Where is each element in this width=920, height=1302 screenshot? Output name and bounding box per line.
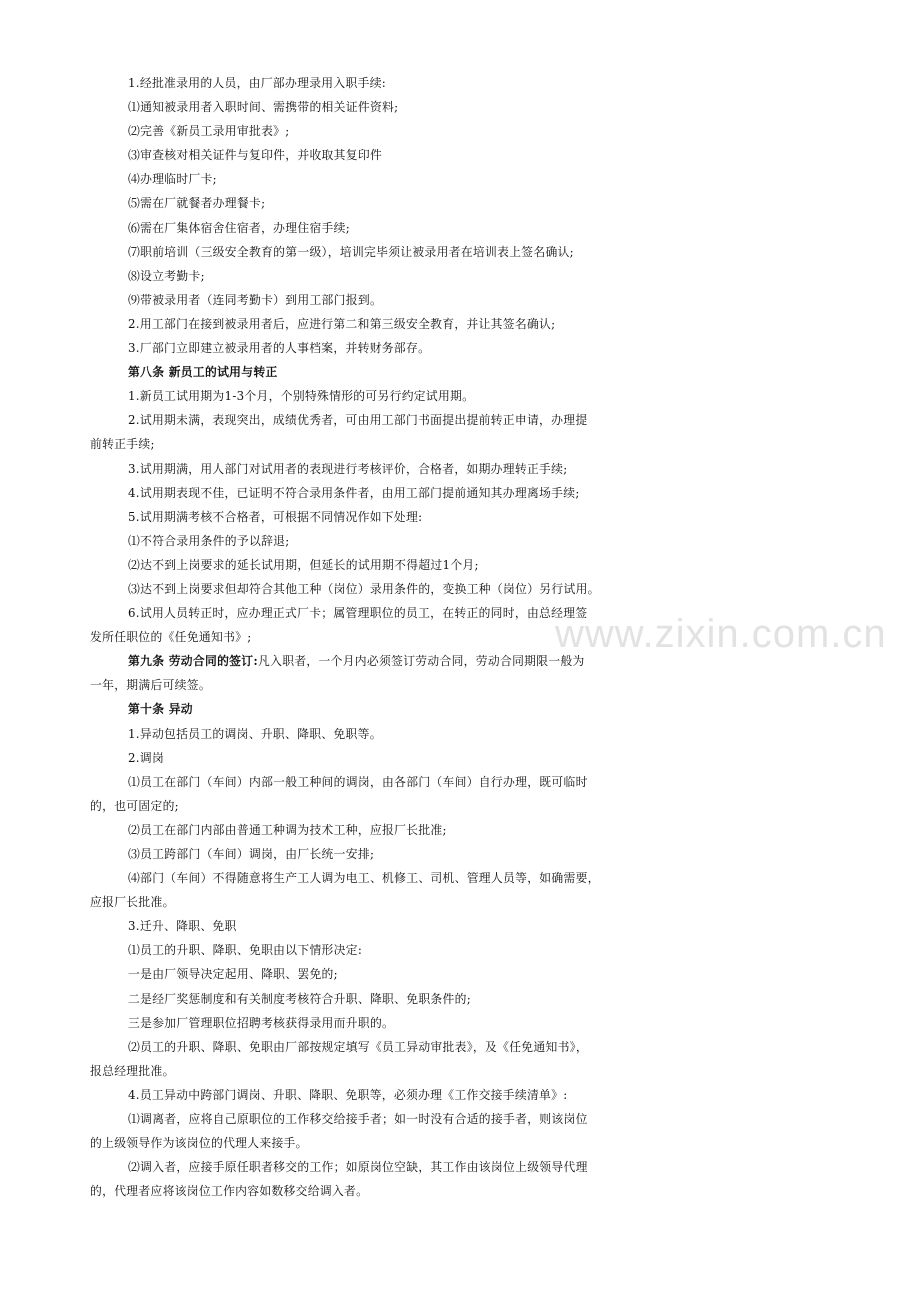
text-line: ⑴调离者，应将自己原职位的工作移交给接手者；如一时没有合适的接手者，则该岗位 [128, 1112, 588, 1127]
text-line: 的上级领导作为该岗位的代理人来接手。 [90, 1136, 308, 1151]
text-line: 报总经理批准。 [90, 1063, 175, 1078]
article-10-heading: 第十条 异动 [128, 702, 193, 717]
text-line [0, 649, 920, 673]
text-line: 1.新员工试用期为1-3个月，个别特殊情形的可另行约定试用期。 [128, 389, 475, 404]
text-line: ⑴不符合录用条件的予以辞退; [128, 533, 290, 548]
text-line: ⑷部门（车间）不得随意将生产工人调为电工、机修工、司机、管理人员等，如确需要， [128, 871, 600, 886]
text-line: ⑵员工的升职、降职、免职由厂部按规定填写《员工异动审批表》，及《任免通知书》， [128, 1039, 588, 1054]
text-line: 3.试用期满，用人部门对试用者的表现进行考核评价，合格者，如期办理转正手续; [128, 461, 568, 476]
text-line: ⑶审查核对相关证件与复印件，并收取其复印件 [128, 148, 383, 163]
text-line: 的，也可固定的; [90, 798, 179, 813]
text-line: 前转正手续; [90, 437, 155, 452]
article-8-heading: 第八条 新员工的试用与转正 [128, 365, 278, 380]
text-line: 2.用工部门在接到被录用者后，应进行第二和第三级安全教育，并让其签名确认; [128, 316, 556, 331]
text-line: ⑵完善《新员工录用审批表》; [128, 124, 290, 139]
text-line: ⑺职前培训（三级安全教育的第一级），培训完毕须让被录用者在培训表上签名确认; [128, 244, 574, 259]
text-line: 的，代理者应将该岗位工作内容如数移交给调入者。 [90, 1184, 369, 1199]
text-line: ⑼带被录用者（连同考勤卡）到用工部门报到。 [128, 292, 383, 307]
text-line: 5.试用期满考核不合格者，可根据不同情况作如下处理: [128, 509, 423, 524]
text-line: 3.迁升、降职、免职 [128, 919, 237, 934]
text-line: 三是参加厂管理职位招聘考核获得录用而升职的。 [128, 1015, 395, 1030]
text-line: 一是由厂领导决定起用、降职、罢免的; [128, 967, 338, 982]
text-line: ⑵调入者，应接手原任职者移交的工作；如原岗位空缺，其工作由该岗位上级领导代理 [128, 1160, 588, 1175]
watermark: www.zixin.com.cn [555, 612, 887, 656]
text-line: 4.员工异动中跨部门调岗、升职、降职、免职等，必须办理《工作交接手续清单》: [128, 1087, 568, 1102]
text-line: 3.厂部门立即建立被录用者的人事档案，并转财务部存。 [128, 341, 431, 356]
text-line: ⑴员工的升职、降职、免职由以下情形决定: [128, 943, 363, 958]
text-line: 一年，期满后可续签。 [90, 678, 211, 693]
article-9-heading: 第九条 劳动合同的签订: [128, 654, 259, 669]
text-line: 二是经厂奖惩制度和有关制度考核符合升职、降职、免职条件的; [128, 991, 471, 1006]
text-line: ⑸需在厂就餐者办理餐卡; [128, 196, 266, 211]
text-line: 应报厂长批准。 [90, 895, 175, 910]
text-line: ⑴员工在部门（车间）内部一般工种间的调岗，由各部门（车间）自行办理，既可临时 [128, 774, 588, 789]
text-line: 4.试用期表现不佳，已证明不符合录用条件者，由用工部门提前通知其办理离场手续; [128, 485, 580, 500]
text-line: ⑷办理临时厂卡; [128, 172, 217, 187]
text-line: 6.试用人员转正时，应办理正式厂卡；属管理职位的员工，在转正的同时，由总经理签 [128, 606, 588, 621]
text-line: ⑶员工跨部门（车间）调岗，由厂长统一安排; [128, 847, 375, 861]
text-line: ⑻设立考勤卡; [128, 268, 205, 283]
text-line: ⑵达不到上岗要求的延长试用期，但延长的试用期不得超过1个月; [128, 557, 479, 572]
article-9-text: 凡入职者，一个月内必须签订劳动合同，劳动合同期限一般为 [258, 654, 585, 669]
document-body [0, 71, 920, 1203]
text-line: ⑶达不到上岗要求但却符合其他工种（岗位）录用条件的，变换工种（岗位）另行试用。 [128, 581, 600, 596]
text-line: 2.试用期未满，表现突出，成绩优秀者，可由用工部门书面提出提前转正申请，办理提 [128, 413, 588, 428]
text-line: 1.异动包括员工的调岗、升职、降职、免职等。 [128, 726, 382, 741]
text-line: 2.调岗 [128, 750, 165, 765]
text-line: ⑵员工在部门内部由普通工种调为技术工种，应报厂长批准; [128, 822, 447, 837]
text-line: ⑴通知被录用者入职时间、需携带的相关证件资料; [128, 100, 399, 115]
text-line: 发所任职位的《任免通知书》; [90, 630, 252, 645]
text-line: ⑹需在厂集体宿舍住宿者，办理住宿手续; [128, 220, 351, 235]
text-line: 1.经批准录用的人员，由厂部办理录用入职手续: [128, 76, 387, 90]
